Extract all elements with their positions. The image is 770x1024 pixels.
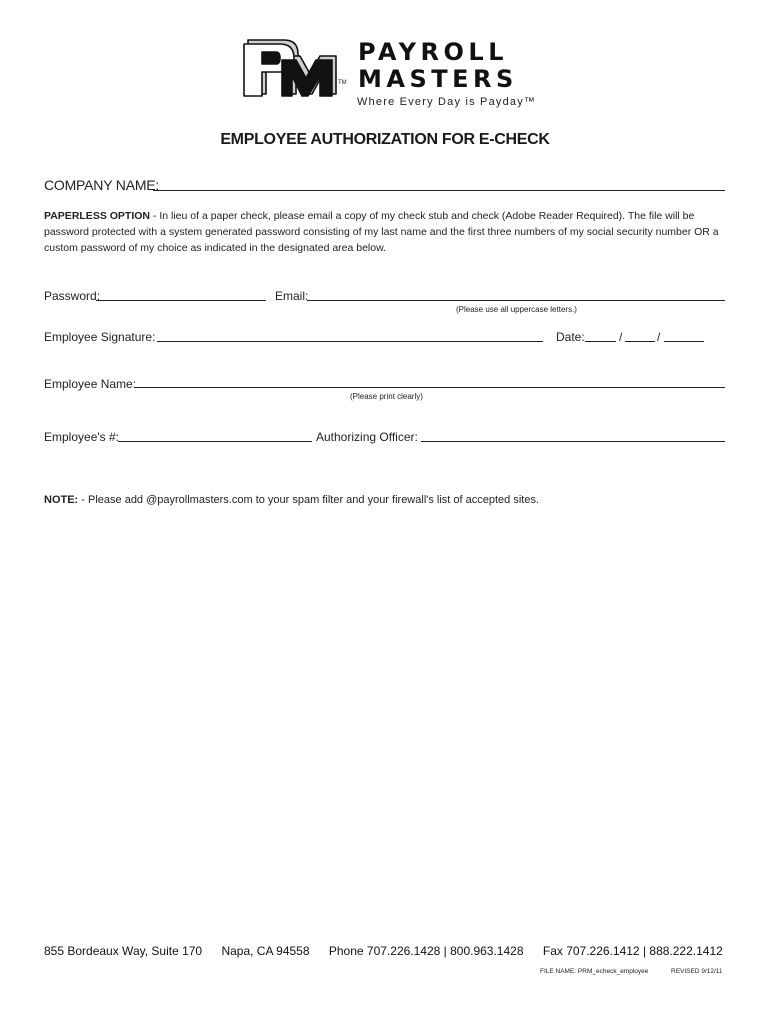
paperless-option-paragraph bbox=[44, 208, 734, 256]
trademark-mark: TM bbox=[338, 80, 347, 86]
email-label: Email: bbox=[275, 289, 309, 303]
paperless-option-text: - In lieu of a paper check, please email a copy of my check stub and check (Adobe Reader Required). The file will be password protected with a system generated password consisting of my last name and the first three numbers of my social security number OR a custom password of my choice as indicated in the designated area below. bbox=[44, 210, 719, 254]
password-label: Password: bbox=[44, 289, 101, 303]
password-field[interactable] bbox=[96, 300, 266, 301]
authorizing-officer-field[interactable] bbox=[421, 441, 725, 442]
footer-city: Napa, CA 94558 bbox=[221, 944, 310, 958]
date-year-field[interactable] bbox=[664, 341, 704, 342]
authorizing-officer-label: Authorizing Officer: bbox=[316, 430, 418, 444]
footer-file-name: FILE NAME: PRM_echeck_employee bbox=[540, 968, 649, 975]
logo-tagline: Where Every Day is Payday™ bbox=[357, 96, 537, 108]
note-line bbox=[44, 494, 539, 506]
employee-name-field[interactable] bbox=[134, 387, 725, 388]
employee-name-label: Employee Name: bbox=[44, 377, 137, 391]
note-label: NOTE: bbox=[44, 494, 79, 506]
email-field[interactable] bbox=[307, 300, 725, 301]
date-separator-1: / bbox=[619, 330, 623, 344]
date-label: Date: bbox=[556, 330, 585, 344]
pm-monogram-icon bbox=[240, 36, 340, 98]
footer-fax: Fax 707.226.1412 | 888.222.1412 bbox=[542, 944, 723, 958]
employee-number-field[interactable] bbox=[118, 441, 312, 442]
paperless-option-heading: PAPERLESS OPTION bbox=[44, 210, 150, 222]
company-name-field[interactable] bbox=[153, 190, 725, 191]
company-name-label: COMPANY NAME: bbox=[44, 177, 160, 193]
form-title: EMPLOYEE AUTHORIZATION FOR E-CHECK bbox=[220, 131, 550, 148]
footer-revised: REVISED 9/12/11 bbox=[671, 968, 723, 975]
date-day-field[interactable] bbox=[625, 341, 655, 342]
employee-number-label: Employee's #: bbox=[44, 430, 119, 444]
company-logo bbox=[240, 36, 540, 112]
date-separator-2: / bbox=[657, 330, 661, 344]
print-clearly-hint: (Please print clearly) bbox=[350, 392, 423, 401]
date-month-field[interactable] bbox=[585, 341, 616, 342]
footer-phone: Phone 707.226.1428 | 800.963.1428 bbox=[328, 944, 524, 958]
uppercase-hint: (Please use all uppercase letters.) bbox=[456, 305, 577, 314]
note-text: - Please add @payrollmasters.com to your spam filter and your firewall's list of accepted sites. bbox=[78, 494, 540, 506]
logo-word-masters: MASTERS bbox=[358, 65, 518, 93]
footer-contact bbox=[44, 944, 723, 958]
employee-signature-field[interactable] bbox=[157, 341, 543, 342]
footer-address: 855 Bordeaux Way, Suite 170 bbox=[44, 944, 203, 958]
logo-word-payroll: PAYROLL bbox=[358, 38, 509, 66]
employee-signature-label: Employee Signature: bbox=[44, 330, 156, 344]
